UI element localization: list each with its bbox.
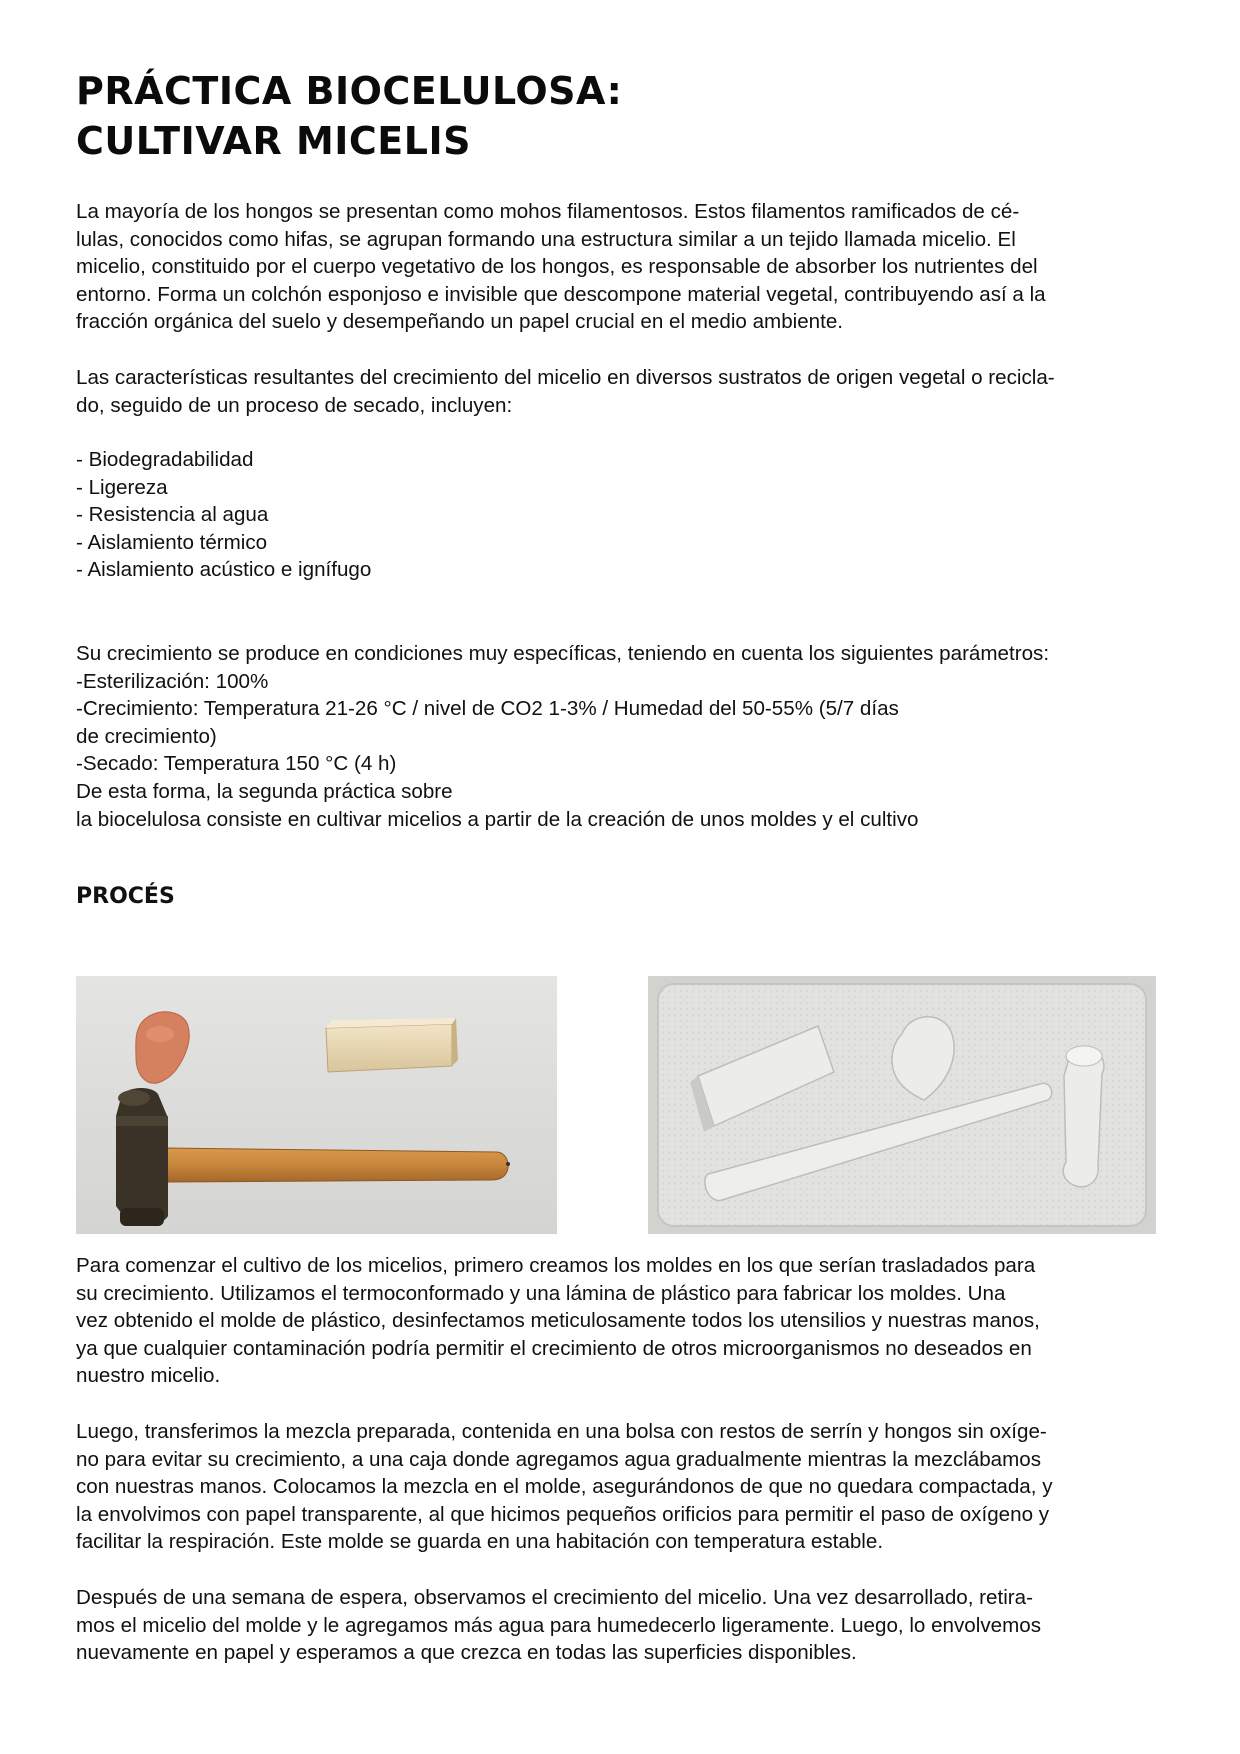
text-line: la biocelulosa consiste en cultivar micelios a partir de la creación de unos moldes y el cultivo [76,807,919,831]
text-line: fracción orgánica del suelo y desempeñando un papel crucial en el medio ambiente. [76,310,844,334]
text-line: La mayoría de los hongos se presentan como mohos filamentosos. Estos filamentos ramificados de cé- [76,200,1020,223]
text-line: vez obtenido el molde de plástico, desinfectamos meticulosamente todos los utensilios y nuestras manos, [76,1309,1040,1333]
wood-block [326,1018,458,1072]
text-line: -Esterilización: 100% [76,669,269,693]
list-item: - Biodegradabilidad [76,448,254,471]
features-intro-paragraph [76,364,1176,419]
process-heading: PROCÉS [76,884,175,909]
text-line: micelio, constituido por el cuerpo vegetativo de los hongos, es responsable de absorber los nutrientes del [76,255,1038,279]
list-item: - Ligereza [76,475,168,499]
hammer-head [116,1088,168,1226]
text-line: lulas, conocidos como hifas, se agrupan formando una estructura similar a un tejido llamada micelio. El [76,227,1016,251]
text-line: De esta forma, la segunda práctica sobre [76,779,453,803]
process-paragraph-3 [76,1584,1176,1667]
list-item: - Resistencia al agua [76,503,269,527]
text-line: entorno. Forma un colchón esponjoso e invisible que descompone material vegetal, contribuyendo así a la [76,282,1046,306]
text-line: de crecimiento) [76,724,217,748]
text-line: Para comenzar el cultivo de los micelios, primero creamos los moldes en los que serían trasladados para [76,1254,1036,1277]
text-line: no para evitar su crecimiento, a una caja donde agregamos agua gradualmente mientras la mezclábamos [76,1447,1042,1471]
text-line: ya que cualquier contaminación podría permitir el crecimiento de otros microorganismos no deseados en [76,1336,1032,1360]
intro-paragraph [76,198,1176,336]
hammer-handle [166,1148,508,1182]
objects-photo-illustration [76,976,557,1234]
text-line: mos el micelio del molde y le agregamos más agua para humedecerlo ligeramente. Luego, lo envolvemos [76,1613,1041,1637]
text-line: nuevamente en papel y esperamos a que crezca en todas las superficies disponibles. [76,1641,857,1665]
features-list [76,446,1176,584]
text-line: Las características resultantes del crecimiento del micelio en diversos sustratos de origen vegetal o recicla- [76,366,1055,389]
text-line: nuestro micelio. [76,1364,221,1388]
process-paragraph-2 [76,1418,1176,1556]
objects-photo [76,976,557,1234]
process-paragraph-1 [76,1252,1176,1390]
title-line-2: CULTIVAR MICELIS [76,119,471,163]
mold-photo-illustration [648,976,1156,1234]
text-line: Después de una semana de espera, observamos el crecimiento del micelio. Una vez desarrollado, retira- [76,1586,1033,1609]
text-line: facilitar la respiración. Este molde se guarda en una habitación con temperatura estable. [76,1530,884,1554]
text-line: su crecimiento. Utilizamos el termoconformado y una lámina de plástico para fabricar los moldes. Una [76,1281,1006,1305]
text-line: Luego, transferimos la mezcla preparada, contenida en una bolsa con restos de serrín y hongos sin oxíge- [76,1420,1047,1443]
text-line: -Crecimiento: Temperatura 21-26 °C / nivel de CO2 1-3% / Humedad del 50-55% (5/7 días [76,697,899,721]
mold-photo [648,976,1156,1234]
text-line: -Secado: Temperatura 150 °C (4 h) [76,752,397,776]
title-line-1: PRÁCTICA BIOCELULOSA: [76,69,623,113]
page-title [76,66,622,166]
conditions-paragraph [76,640,1176,833]
text-line: Su crecimiento se produce en condiciones muy específicas, teniendo en cuenta los siguientes parámetros: [76,642,1050,665]
text-line: con nuestras manos. Colocamos la mezcla en el molde, asegurándonos de que no quedara compactada, y [76,1475,1053,1499]
text-line: la envolvimos con papel transparente, al que hicimos pequeños orificios para permitir el paso de oxígeno y [76,1502,1050,1526]
text-line: do, seguido de un proceso de secado, incluyen: [76,393,513,417]
list-item: - Aislamiento acústico e ignífugo [76,558,372,582]
list-item: - Aislamiento térmico [76,530,268,554]
